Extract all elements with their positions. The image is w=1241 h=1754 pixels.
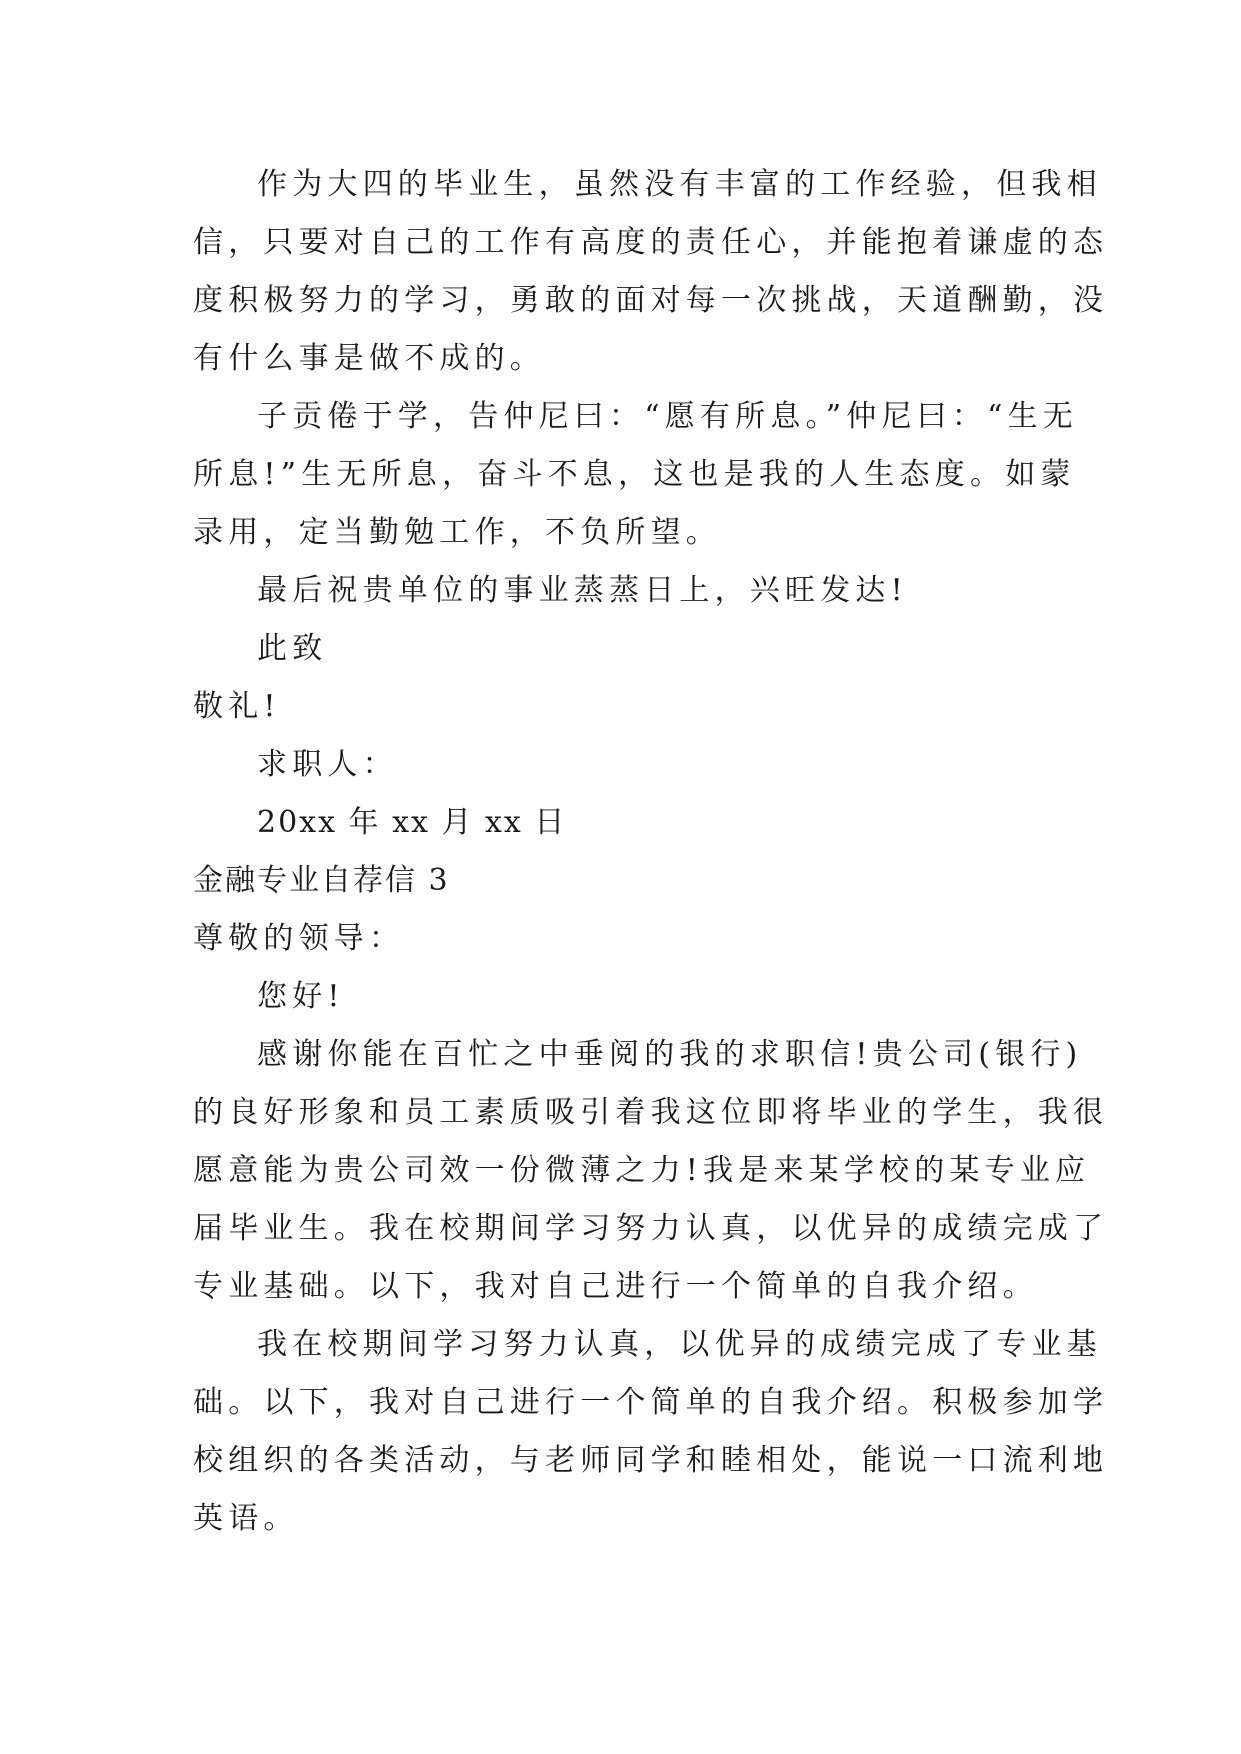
paragraph-line: 英语。 <box>193 1501 299 1536</box>
paragraph-line: 届毕业生。我在校期间学习努力认真，以优异的成绩完成了 <box>193 1211 1109 1246</box>
paragraph-line: 的良好形象和员工素质吸引着我这位即将毕业的学生，我很 <box>193 1095 1109 1130</box>
paragraph-line: 专业基础。以下，我对自己进行一个简单的自我介绍。 <box>193 1269 1038 1304</box>
signature-line: 求职人： <box>257 747 398 782</box>
greeting-line: 您好! <box>257 979 345 1014</box>
paragraph-line: 信，只要对自己的工作有高度的责任心，并能抱着谦虚的态 <box>193 225 1109 260</box>
paragraph-line: 校组织的各类活动，与老师同学和睦相处，能说一口流利地 <box>193 1443 1109 1478</box>
paragraph-line: 愿意能为贵公司效一份微薄之力!我是来某学校的某专业应 <box>193 1153 1091 1188</box>
date-line: 20xx 年 xx 月 xx 日 <box>257 805 567 840</box>
paragraph-line: 子贡倦于学，告仲尼曰：“愿有所息。”仲尼曰：“生无 <box>257 399 1079 434</box>
closing-line: 此致 <box>257 631 328 666</box>
paragraph-line: 我在校期间学习努力认真，以优异的成绩完成了专业基 <box>257 1327 1102 1362</box>
paragraph-line: 作为大四的毕业生，虽然没有丰富的工作经验，但我相 <box>257 167 1102 202</box>
salutation-line: 敬礼! <box>193 689 281 724</box>
greeting-line: 尊敬的领导： <box>193 921 405 956</box>
paragraph-line: 有什么事是做不成的。 <box>193 341 545 376</box>
paragraph-line: 录用，定当勤勉工作，不负所望。 <box>193 515 721 550</box>
paragraph-line: 所息!”生无所息，奋斗不息，这也是我的人生态度。如蒙 <box>193 457 1076 492</box>
section-title: 金融专业自荐信 3 <box>193 863 450 898</box>
paragraph-line: 最后祝贵单位的事业蒸蒸日上，兴旺发达! <box>257 573 908 608</box>
paragraph-line: 度积极努力的学习，勇敢的面对每一次挑战，天道酬勤，没 <box>193 283 1109 318</box>
paragraph-line: 感谢你能在百忙之中垂阅的我的求职信!贵公司(银行) <box>257 1037 1083 1072</box>
paragraph-line: 础。以下，我对自己进行一个简单的自我介绍。积极参加学 <box>193 1385 1109 1420</box>
